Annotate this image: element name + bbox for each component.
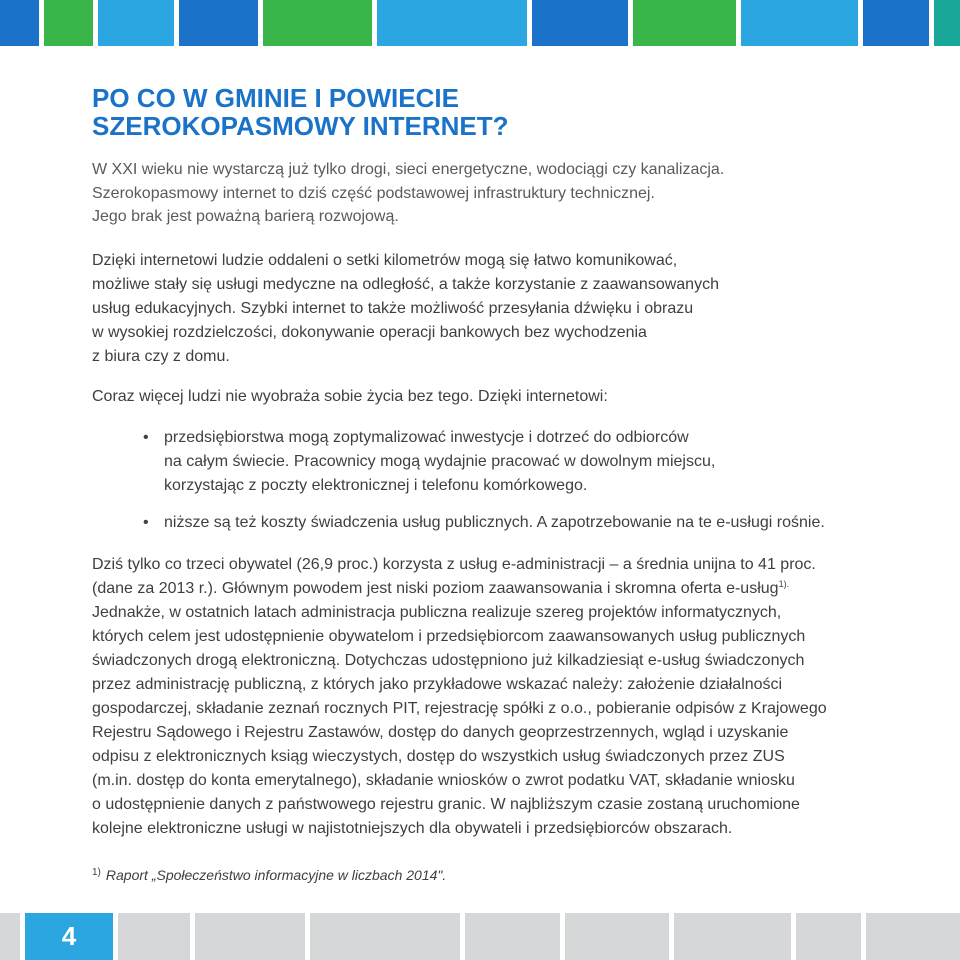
top-bar-segment: [633, 0, 736, 46]
paragraph-line: świadczonych drogą elektroniczną. Dotychczas udostępniono już kilkadziesiąt e-usług świadczonych: [92, 652, 805, 669]
bottom-bar-segment: [796, 913, 861, 960]
page-number: 4: [25, 913, 113, 960]
footnote-reference: 1).: [778, 579, 790, 589]
page-title-line: PO CO W GMINIE I POWIECIE: [92, 83, 459, 113]
bottom-bar-segment: [565, 913, 669, 960]
top-bar-segment: [0, 0, 39, 46]
paragraph-intro-list: [92, 385, 608, 409]
paragraph-benefits: [92, 249, 719, 369]
bullet-line: przedsiębiorstwa mogą zoptymalizować inwestycje i dotrzeć do odbiorców: [164, 429, 689, 446]
paragraph-e-administration: [92, 553, 827, 841]
paragraph-line: Dzięki internetowi ludzie oddaleni o setki kilometrów mogą się łatwo komunikować,: [92, 252, 678, 269]
top-bar-segment: [863, 0, 929, 46]
intro-line: W XXI wieku nie wystarczą już tylko drogi, sieci energetyczne, wodociągi czy kanalizacja.: [92, 161, 725, 178]
top-color-bar: [0, 0, 960, 46]
paragraph-line: Dziś tylko co trzeci obywatel (26,9 proc.) korzysta z usług e-administracji – a średnia unijna to 41 proc.: [92, 556, 816, 573]
paragraph-line: gospodarczej, składanie zeznań rocznych PIT, rejestrację spółki z o.o., pobieranie odpisów z Krajowego: [92, 700, 827, 717]
bottom-bar-segment: [310, 913, 460, 960]
bottom-bar-segment: [0, 913, 20, 960]
paragraph-line: kolejne elektroniczne usługi w najistotniejszych dla obywateli i przedsiębiorców obszarach.: [92, 820, 733, 837]
intro-line: Szerokopasmowy internet to dziś część podstawowej infrastruktury technicznej.: [92, 184, 655, 202]
paragraph-line: odpisu z elektronicznych ksiąg wieczystych, dostęp do wszystkich usług świadczonych przez ZUS: [92, 748, 785, 765]
paragraph-line: z biura czy z domu.: [92, 348, 230, 365]
bottom-bar-segment: [465, 913, 560, 960]
bullet-icon: •: [143, 514, 149, 531]
paragraph-line: [92, 577, 827, 601]
bullet-line: niższe są też koszty świadczenia usług publicznych. A zapotrzebowanie na te e-usługi rośnie.: [164, 514, 825, 531]
paragraph-line-text: (dane za 2013 r.). Głównym powodem jest niski poziom zaawansowania i skromna oferta e-usług: [92, 580, 779, 597]
paragraph-line: przez administrację publiczną, z których jako przykładowe wskazać należy: założenie działalności: [92, 676, 783, 693]
paragraph-line: usług edukacyjnych. Szybki internet to także możliwość przesyłania dźwięku i obrazu: [92, 300, 694, 317]
intro-paragraph: [92, 158, 724, 229]
bottom-bar-segment: [195, 913, 305, 960]
paragraph-line: możliwe stały się usługi medyczne na odległość, a także korzystanie z zaawansowanych: [92, 276, 719, 293]
bullet-line: korzystając z poczty elektronicznej i telefonu komórkowego.: [164, 477, 588, 494]
top-bar-segment: [377, 0, 527, 46]
top-bar-segment: [741, 0, 858, 46]
top-bar-segment: [98, 0, 174, 46]
top-bar-segment: [44, 0, 93, 46]
top-bar-segment: [934, 0, 960, 46]
page-title: [92, 84, 509, 140]
paragraph-line: Coraz więcej ludzi nie wyobraża sobie życia bez tego. Dzięki internetowi:: [92, 388, 608, 405]
paragraph-line: Rejestru Sądowego i Rejestru Zastawów, dostęp do danych geoprzestrzennych, wgląd i uzyskanie: [92, 724, 789, 741]
bottom-bar-segment: [866, 913, 960, 960]
intro-line: Jego brak jest poważną barierą rozwojową.: [92, 208, 399, 225]
footnote-text: Raport „Społeczeństwo informacyjne w liczbach 2014".: [105, 867, 447, 883]
paragraph-line: Jednakże, w ostatnich latach administracja publiczna realizuje szereg projektów informatycznych,: [92, 604, 782, 621]
top-bar-segment: [532, 0, 628, 46]
bottom-bar-segment: [118, 913, 190, 960]
top-bar-segment: [179, 0, 258, 46]
bottom-bar-segment: [674, 913, 791, 960]
top-bar-segment: [263, 0, 372, 46]
bottom-bar: [0, 913, 960, 960]
footnote: [92, 863, 446, 885]
paragraph-line: o udostępnienie danych z państwowego rejestru granic. W najbliższym czasie zostaną uruchomione: [92, 796, 800, 813]
paragraph-line: w wysokiej rozdzielczości, dokonywanie operacji bankowych bez wychodzenia: [92, 324, 647, 341]
bullet-item: [145, 511, 825, 535]
page-title-line: SZEROKOPASMOWY INTERNET?: [92, 111, 509, 141]
paragraph-line: których celem jest udostępnienie obywatelom i przedsiębiorcom zaawansowanych usług publicznych: [92, 628, 806, 645]
bullet-item: [145, 426, 715, 498]
paragraph-line: (m.in. dostęp do konta emerytalnego), składanie wniosków o zwrot podatku VAT, składanie wniosku: [92, 772, 795, 789]
bullet-line: na całym świecie. Pracownicy mogą wydajnie pracować w dowolnym miejscu,: [164, 453, 716, 470]
footnote-number: 1): [92, 867, 101, 878]
bullet-icon: •: [143, 429, 149, 446]
